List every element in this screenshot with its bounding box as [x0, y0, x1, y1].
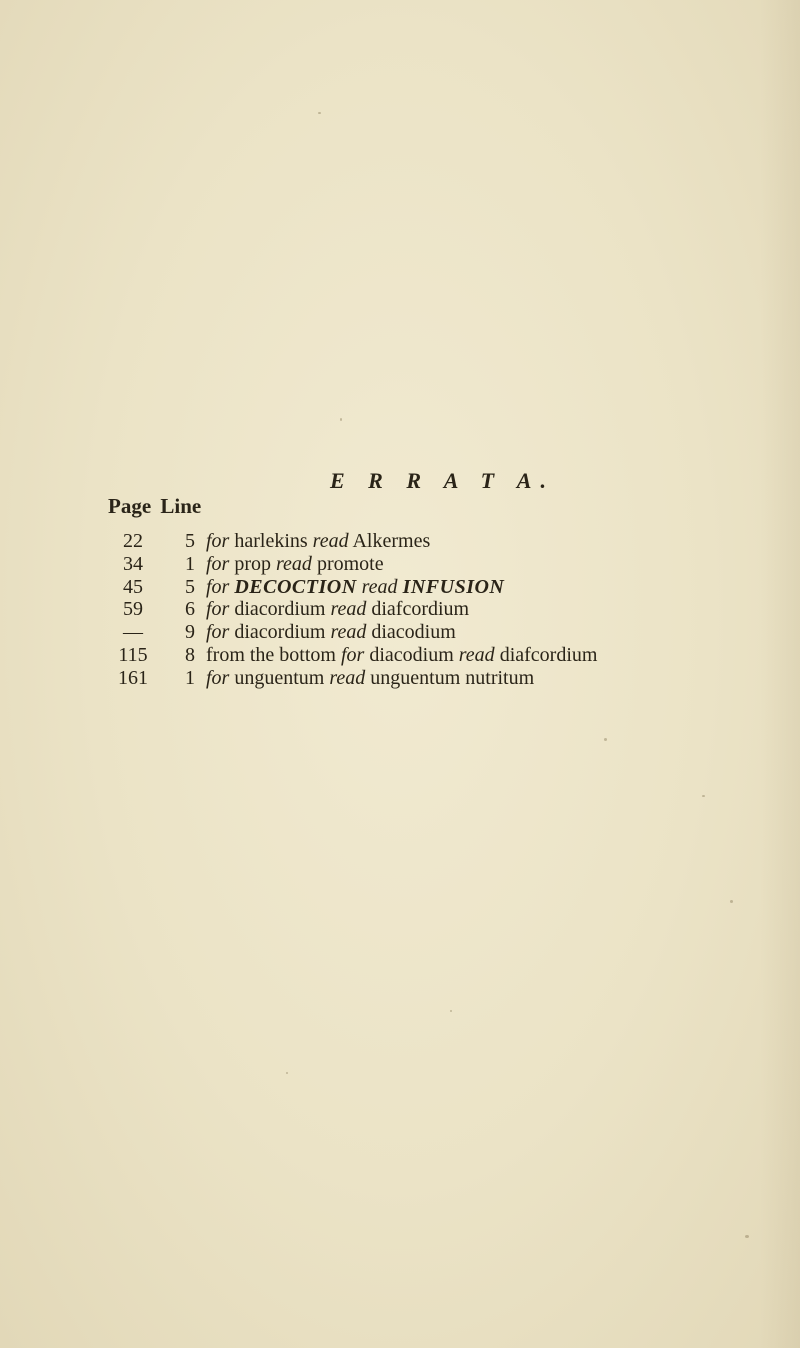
page-number: 59	[123, 598, 143, 621]
right-text: Alkermes	[352, 530, 431, 552]
correction-text	[206, 576, 504, 599]
line-number: 9	[185, 621, 195, 644]
correction-text	[206, 667, 534, 690]
correction-text	[206, 530, 430, 553]
page-number: 34	[123, 552, 143, 575]
line-number: 6	[185, 598, 195, 621]
paper-speck	[450, 1010, 452, 1012]
line-number: 8	[185, 643, 195, 666]
paper-speck	[730, 900, 733, 903]
right-text: diacodium	[371, 621, 456, 644]
paper-speck	[745, 1235, 749, 1238]
read-marker: read	[312, 530, 349, 552]
header-page-label: Page	[108, 494, 152, 518]
right-text: unguentum nutritum	[370, 666, 535, 689]
for-marker: for	[206, 552, 230, 575]
correction-text	[206, 644, 597, 667]
paper-speck	[286, 1072, 288, 1074]
correction-text	[206, 621, 456, 644]
wrong-text: unguentum	[234, 666, 325, 689]
page-number: —	[123, 621, 143, 644]
page-number: 45	[123, 575, 143, 598]
page-edge-shadow	[760, 0, 800, 1348]
right-text: INFUSION	[402, 575, 505, 598]
for-marker: for	[206, 666, 230, 689]
wrong-text: diacordium	[234, 598, 326, 621]
page-number: 115	[118, 643, 148, 666]
for-marker: for	[206, 621, 230, 644]
read-marker: read	[330, 621, 367, 644]
for-marker: for	[206, 575, 230, 598]
read-marker: read	[276, 552, 312, 575]
paper-speck	[604, 738, 607, 741]
wrong-text: diacordium	[234, 621, 326, 644]
read-marker: read	[458, 643, 495, 666]
errata-title: E R R A T A.	[330, 468, 555, 493]
read-marker: read	[361, 575, 398, 598]
location-prefix: from the bottom	[206, 643, 336, 666]
wrong-text: harlekins	[234, 530, 308, 552]
page-number: 161	[118, 666, 148, 689]
right-text: diafcordium	[371, 598, 470, 621]
header-line-label: Line	[160, 494, 202, 518]
line-number: 5	[185, 530, 195, 552]
read-marker: read	[330, 598, 367, 621]
correction-text	[206, 598, 469, 621]
read-marker: read	[329, 666, 366, 689]
right-text: diafcordium	[499, 643, 598, 666]
wrong-text: prop	[234, 552, 272, 575]
correction-text	[206, 553, 384, 576]
wrong-text: diacodium	[369, 643, 454, 666]
wrong-text: DECOCTION	[234, 575, 357, 598]
right-text: promote	[316, 552, 384, 575]
for-marker: for	[206, 598, 230, 621]
paper-speck	[318, 112, 321, 114]
for-marker: for	[206, 530, 230, 552]
line-number: 1	[185, 552, 195, 575]
paper-speck	[340, 418, 342, 421]
errata-header	[108, 494, 201, 519]
paper-speck	[702, 795, 705, 797]
for-marker: for	[340, 643, 365, 666]
page-number: 22	[123, 530, 143, 552]
line-number: 1	[185, 666, 195, 689]
line-number: 5	[185, 575, 195, 598]
